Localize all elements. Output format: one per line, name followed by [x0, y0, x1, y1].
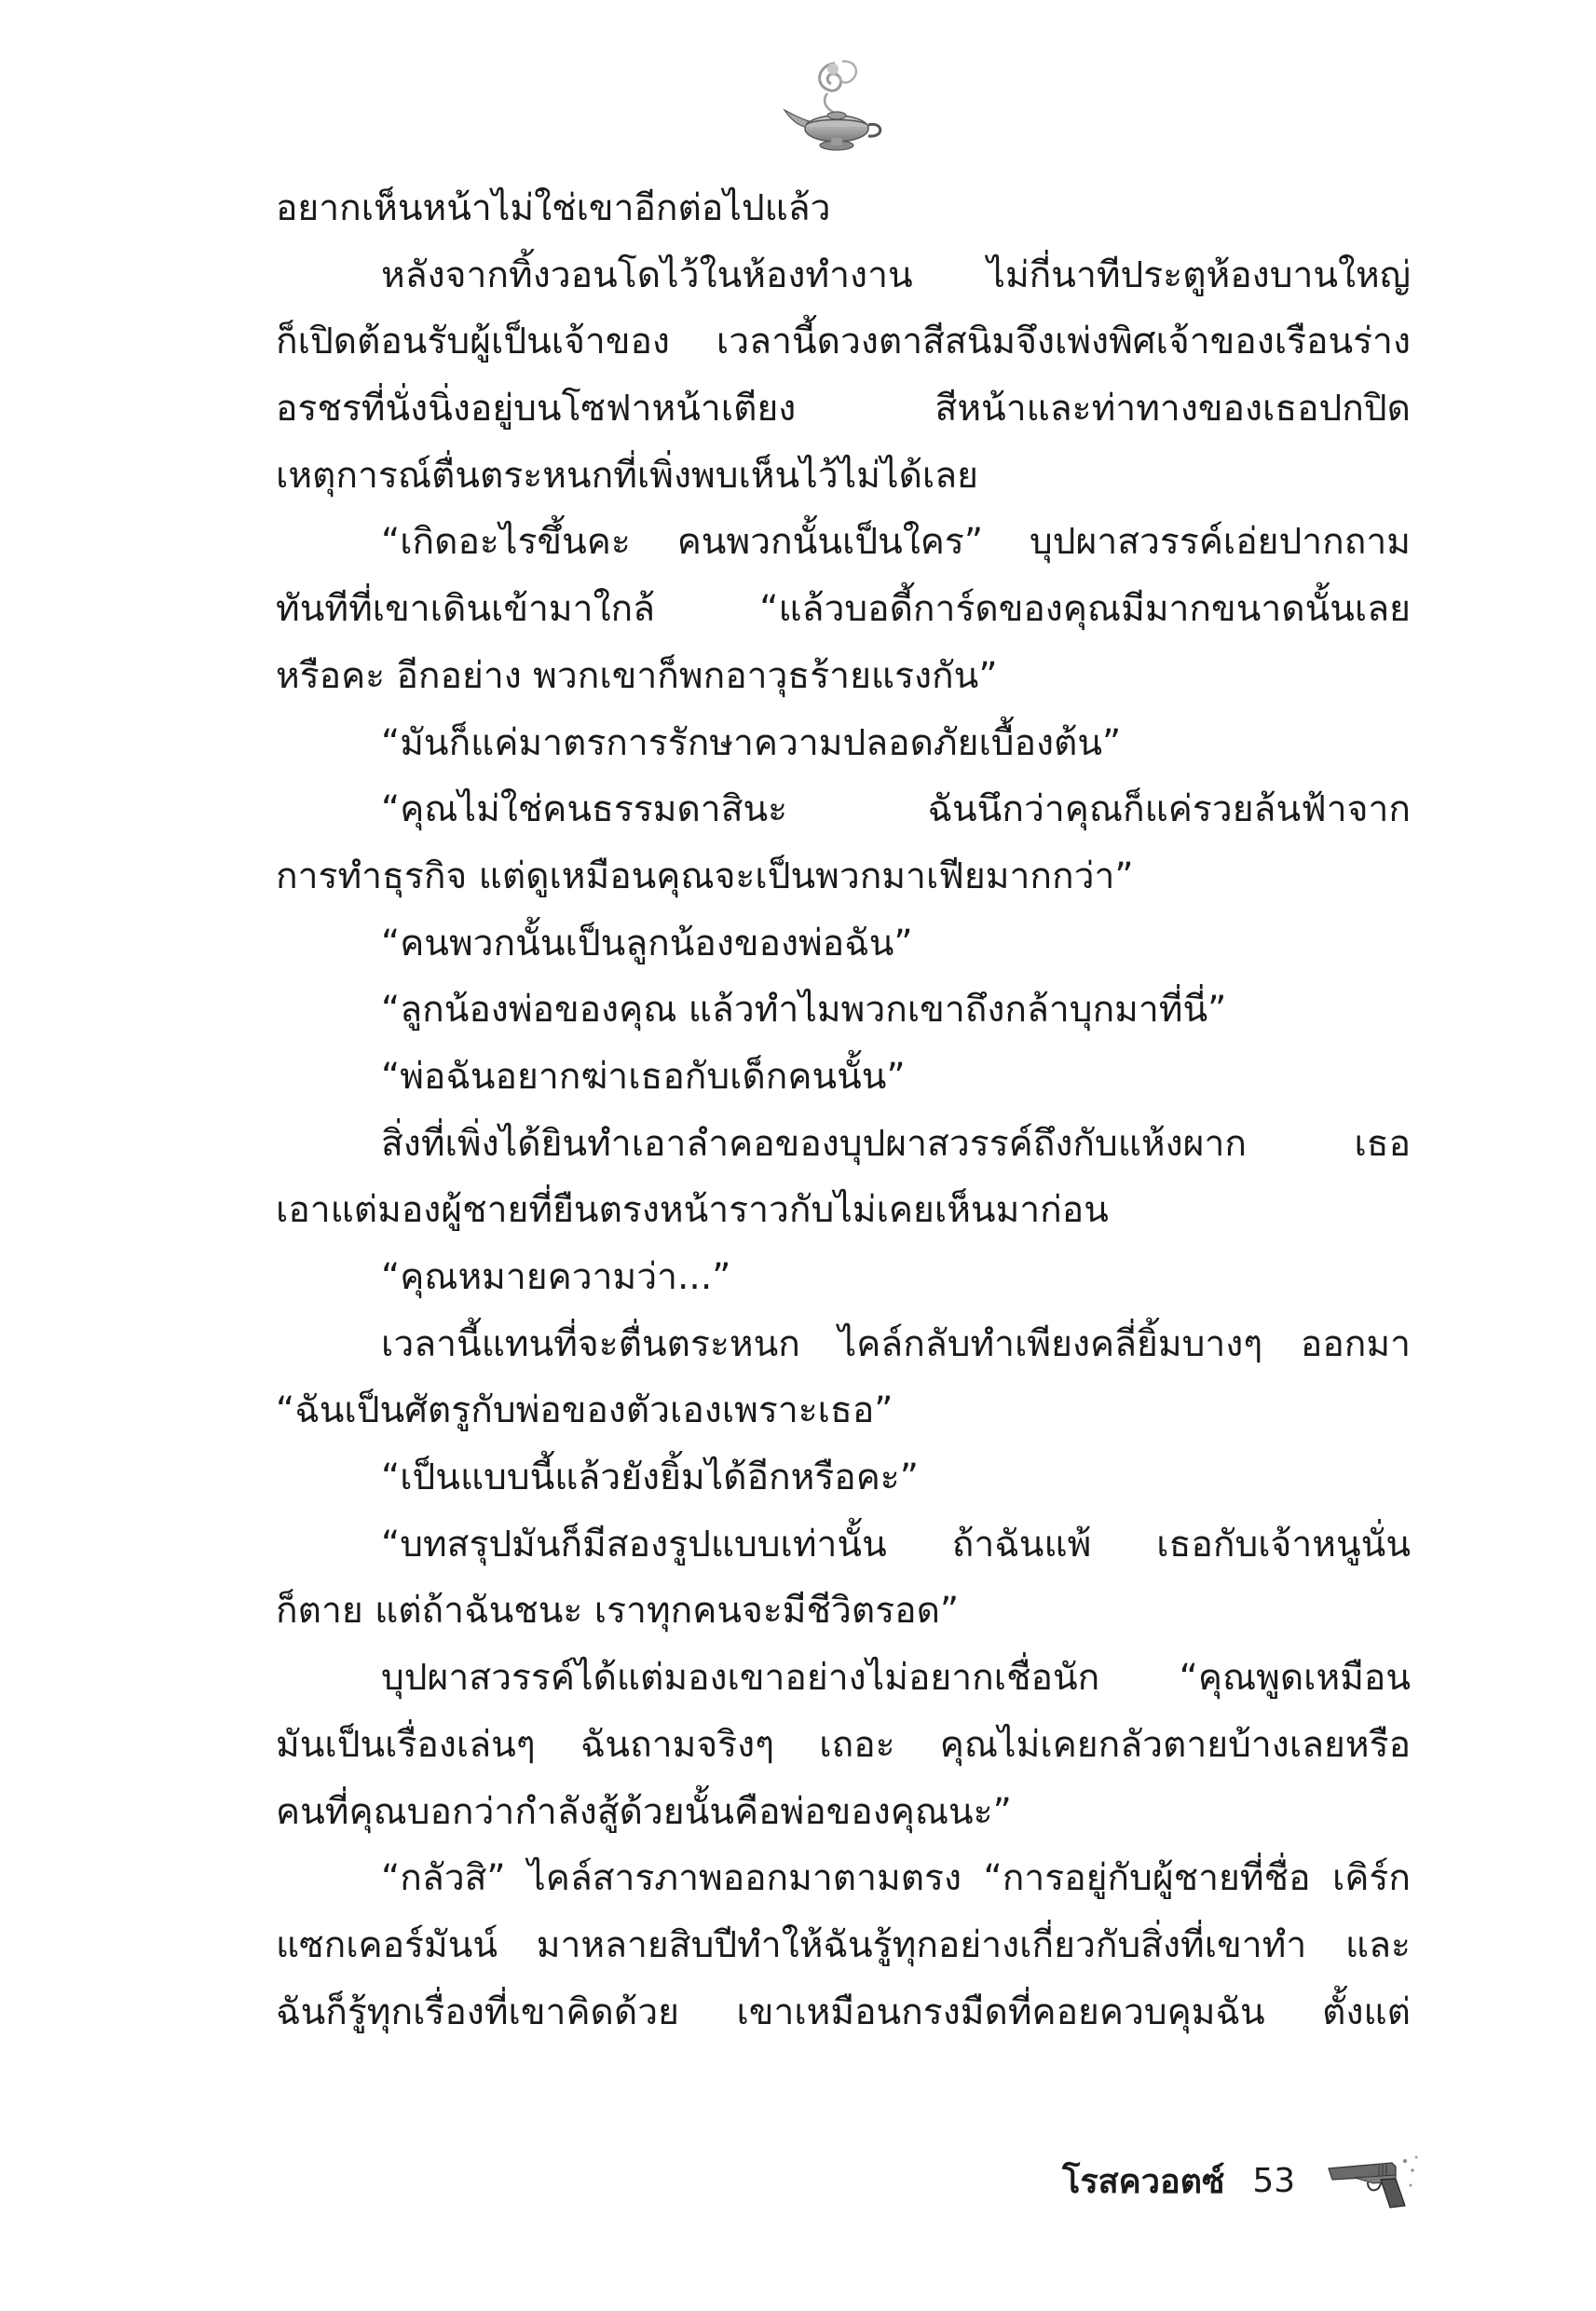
text-line: ทันทีที่เขาเดินเข้ามาใกล้ “แล้วบอดี้การ์ดของคุณมีมากขนาดนั้นเลย [276, 588, 1411, 631]
page-footer [1062, 2148, 1422, 2213]
text-line: อยากเห็นหน้าไม่ใช่เขาอีกต่อไปแล้ว [276, 187, 831, 229]
running-title: โรสควอตซ์ [1062, 2162, 1225, 2201]
text-line: เอาแต่มองผู้ชายที่ยืนตรงหน้าราวกับไม่เคยเห็นมาก่อน [276, 1189, 1109, 1232]
text-line: ก็เปิดต้อนรับผู้เป็นเจ้าของ เวลานี้ดวงตาสีสนิมจึงเพ่งพิศเจ้าของเรือนร่าง [276, 321, 1411, 363]
page-body-text [276, 175, 1411, 2045]
text-line: การทำธุรกิจ แต่ดูเหมือนคุณจะเป็นพวกมาเฟียมากกว่า” [276, 855, 1134, 897]
text-line: “คนพวกนั้นเป็นลูกน้องของพ่อฉัน” [381, 922, 913, 964]
text-line: อรชรที่นั่งนิ่งอยู่บนโซฟาหน้าเตียง สีหน้าและท่าทางของเธอปกปิด [276, 388, 1411, 431]
text-line: ฉันก็รู้ทุกเรื่องที่เขาคิดด้วย เขาเหมือนกรงมืดที่คอยควบคุมฉัน ตั้งแต่ [276, 1990, 1411, 2033]
text-line: “พ่อฉันอยากฆ่าเธอกับเด็กคนนั้น” [381, 1055, 906, 1098]
text-line: “บทสรุปมันก็มีสองรูปแบบเท่านั้น ถ้าฉันแพ้ เธอกับเจ้าหนูนั่น [381, 1523, 1411, 1566]
text-line: หลังจากทิ้งวอนโดไว้ในห้องทำงาน ไม่กี่นาทีประตูห้องบานใหญ่ [381, 253, 1411, 296]
text-line: บุปผาสวรรค์ได้แต่มองเขาอย่างไม่อยากเชื่อนัก “คุณพูดเหมือน [381, 1657, 1411, 1700]
text-line: หรือคะ อีกอย่าง พวกเขาก็พกอาวุธร้ายแรงกัน” [276, 654, 998, 697]
text-line: “ลูกน้องพ่อของคุณ แล้วทำไมพวกเขาถึงกล้าบุกมาที่นี่” [381, 989, 1227, 1032]
text-line: แซกเคอร์มันน์ มาหลายสิบปีทำให้ฉันรู้ทุกอย่างเกี่ยวกับสิ่งที่เขาทำ และ [276, 1923, 1411, 1966]
text-line: “ฉันเป็นศัตรูกับพ่อของตัวเองเพราะเธอ” [276, 1389, 893, 1432]
text-line: สิ่งที่เพิ่งได้ยินทำเอาลำคอของบุปผาสวรรค์ถึงกับแห้งผาก เธอ [381, 1122, 1411, 1165]
pistol-icon [1327, 2148, 1422, 2213]
text-line: “เป็นแบบนี้แล้วยังยิ้มได้อีกหรือคะ” [381, 1456, 919, 1499]
text-line: “คุณไม่ใช่คนธรรมดาสินะ ฉันนึกว่าคุณก็แค่รวยล้นฟ้าจาก [381, 788, 1411, 831]
text-line: คนที่คุณบอกว่ากำลังสู้ด้วยนั้นคือพ่อของคุณนะ” [276, 1790, 1012, 1833]
text-line: มันเป็นเรื่องเล่นๆ ฉันถามจริงๆ เถอะ คุณไม่เคยกลัวตายบ้างเลยหรือ [276, 1723, 1411, 1766]
genie-lamp-icon [781, 56, 893, 158]
text-line: เวลานี้แทนที่จะตื่นตระหนก ไคล์กลับทำเพียงคลี่ยิ้มบางๆ ออกมา [381, 1322, 1411, 1365]
page-number: 53 [1252, 2161, 1296, 2200]
text-line: เหตุการณ์ตื่นตระหนกที่เพิ่งพบเห็นไว้ไม่ได้เลย [276, 454, 979, 497]
text-line: “คุณหมายความว่า...” [381, 1256, 731, 1298]
text-line: “มันก็แค่มาตรการรักษาความปลอดภัยเบื้องต้น” [381, 721, 1122, 764]
text-line: “กลัวสิ” ไคล์สารภาพออกมาตามตรง “การอยู่กับผู้ชายที่ชื่อ เคิร์ก [381, 1857, 1411, 1900]
text-line: ก็ตาย แต่ถ้าฉันชนะ เราทุกคนจะมีชีวิตรอด” [276, 1590, 960, 1633]
text-line: “เกิดอะไรขึ้นคะ คนพวกนั้นเป็นใคร” บุปผาสวรรค์เอ่ยปากถาม [381, 521, 1411, 564]
